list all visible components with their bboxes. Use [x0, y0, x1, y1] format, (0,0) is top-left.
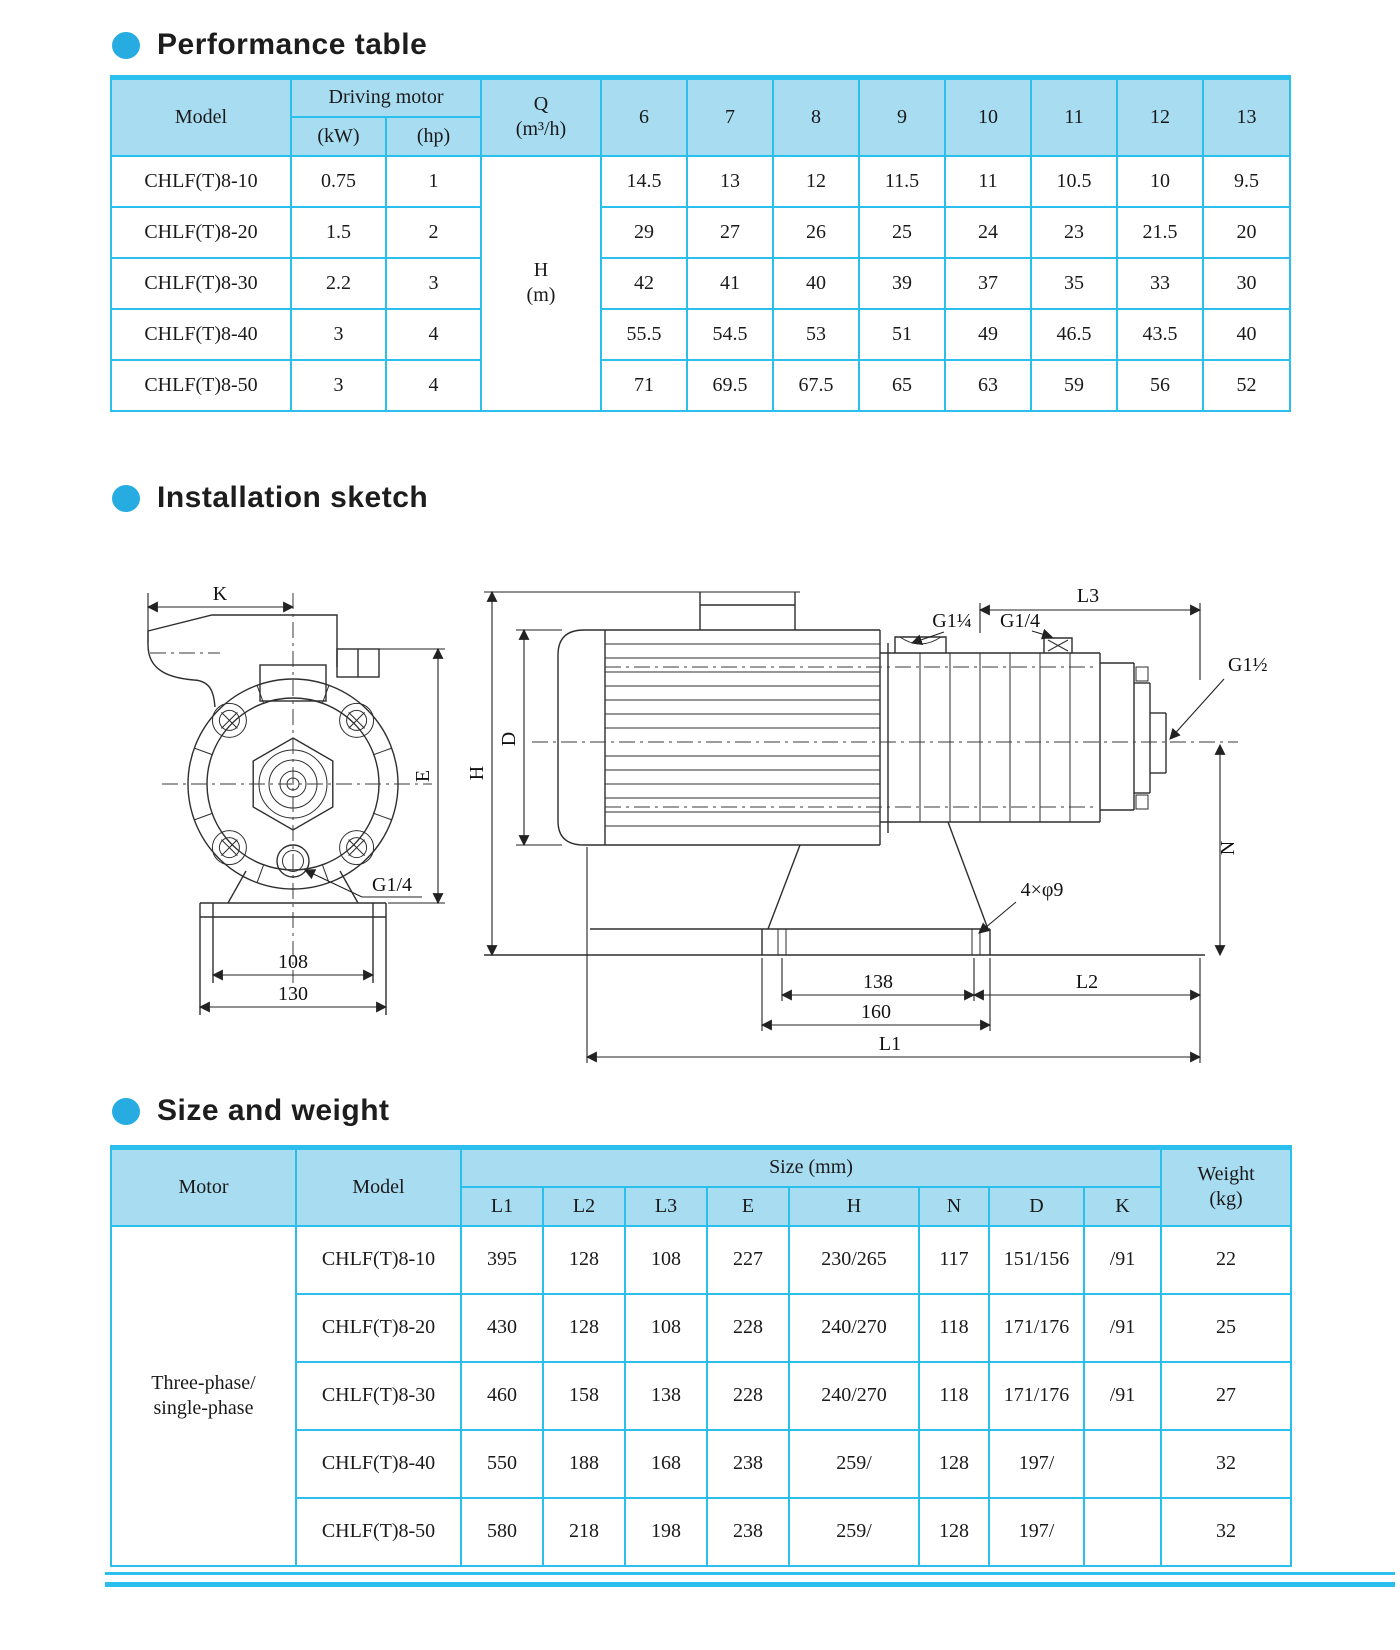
value-cell: 3 [386, 258, 481, 309]
model-cell: CHLF(T)8-20 [296, 1294, 461, 1362]
model-cell: CHLF(T)8-40 [111, 309, 291, 360]
value-cell: 11.5 [859, 156, 945, 207]
installation-title: Installation sketch [157, 481, 429, 514]
weight-cell: 27 [1161, 1362, 1291, 1430]
th-flow-11: 11 [1031, 78, 1117, 156]
th-h: H [789, 1187, 919, 1226]
value-cell: 10 [1117, 156, 1203, 207]
port-label-g1quarter: G1¼ [932, 610, 972, 632]
th-model: Model [111, 78, 291, 156]
dim-label-e: E [412, 769, 434, 783]
value-cell: 580 [461, 1498, 543, 1566]
weight-cell: 25 [1161, 1294, 1291, 1362]
th-motor: Motor [111, 1148, 296, 1226]
value-cell [1084, 1498, 1161, 1566]
value-cell: 1 [386, 156, 481, 207]
th-e: E [707, 1187, 789, 1226]
model-cell: CHLF(T)8-50 [111, 360, 291, 411]
value-cell: 259/ [789, 1498, 919, 1566]
value-cell: 27 [687, 207, 773, 258]
value-cell: 67.5 [773, 360, 859, 411]
th-n: N [919, 1187, 989, 1226]
value-cell: 23 [1031, 207, 1117, 258]
th-model: Model [296, 1148, 461, 1226]
value-cell: 33 [1117, 258, 1203, 309]
value-cell: 171/176 [989, 1294, 1084, 1362]
value-cell: 550 [461, 1430, 543, 1498]
head-unit-cell: H (m) [481, 156, 601, 411]
value-cell: 128 [543, 1226, 625, 1294]
table-row [111, 258, 1290, 309]
value-cell: 65 [859, 360, 945, 411]
performance-title: Performance table [157, 28, 428, 61]
value-cell: 430 [461, 1294, 543, 1362]
value-cell: 198 [625, 1498, 707, 1566]
th-l3: L3 [625, 1187, 707, 1226]
th-flow-6: 6 [601, 78, 687, 156]
value-cell: 51 [859, 309, 945, 360]
dim-label-d: D [498, 731, 520, 747]
th-kw: (kW) [291, 117, 386, 156]
th-flow-13: 13 [1203, 78, 1290, 156]
port-label-g1half: G1½ [1228, 654, 1268, 676]
value-cell: 24 [945, 207, 1031, 258]
dim-label-n: N [1217, 840, 1239, 856]
model-cell: CHLF(T)8-30 [296, 1362, 461, 1430]
th-weight: Weight (kg) [1161, 1148, 1291, 1226]
model-cell: CHLF(T)8-50 [296, 1498, 461, 1566]
value-cell: 4 [386, 309, 481, 360]
pump-stage-lines [920, 653, 1070, 822]
dim-label-h: H [466, 765, 488, 781]
port-label-g14-side: G1/4 [1000, 610, 1040, 632]
value-cell: 40 [1203, 309, 1290, 360]
model-cell: CHLF(T)8-10 [111, 156, 291, 207]
th-flow-8: 8 [773, 78, 859, 156]
value-cell: 49 [945, 309, 1031, 360]
value-cell: 59 [1031, 360, 1117, 411]
value-cell: 26 [773, 207, 859, 258]
value-cell: 118 [919, 1362, 989, 1430]
value-cell: 197/ [989, 1430, 1084, 1498]
value-cell: 168 [625, 1430, 707, 1498]
value-cell: 20 [1203, 207, 1290, 258]
table-row [111, 156, 1290, 207]
installation-section-header [112, 481, 428, 515]
table-row [111, 360, 1290, 411]
value-cell: 117 [919, 1226, 989, 1294]
value-cell: 4 [386, 360, 481, 411]
table-row [111, 1226, 1291, 1294]
value-cell: 188 [543, 1430, 625, 1498]
value-cell: 108 [625, 1294, 707, 1362]
weight-cell: 22 [1161, 1226, 1291, 1294]
value-cell: 69.5 [687, 360, 773, 411]
value-cell: 12 [773, 156, 859, 207]
value-cell: 46.5 [1031, 309, 1117, 360]
value-cell: 11 [945, 156, 1031, 207]
value-cell: 230/265 [789, 1226, 919, 1294]
th-q: Q (m³/h) [481, 78, 601, 156]
th-flow-7: 7 [687, 78, 773, 156]
motor-fins [605, 644, 880, 826]
th-l2: L2 [543, 1187, 625, 1226]
pump-side-view [466, 585, 1267, 1063]
value-cell: 128 [919, 1498, 989, 1566]
value-cell: 128 [543, 1294, 625, 1362]
model-cell: CHLF(T)8-30 [111, 258, 291, 309]
value-cell: 13 [687, 156, 773, 207]
value-cell: 25 [859, 207, 945, 258]
size-weight-title: Size and weight [157, 1094, 390, 1127]
th-k: K [1084, 1187, 1161, 1226]
th-flow-9: 9 [859, 78, 945, 156]
dim-label-130: 130 [278, 983, 308, 1005]
value-cell: 9.5 [1203, 156, 1290, 207]
table-row [111, 1148, 1291, 1187]
table-row [111, 309, 1290, 360]
value-cell: 42 [601, 258, 687, 309]
table-row [111, 207, 1290, 258]
value-cell: 1.5 [291, 207, 386, 258]
value-cell: 395 [461, 1226, 543, 1294]
value-cell: 2 [386, 207, 481, 258]
dim-label-108: 108 [278, 951, 308, 973]
value-cell: 39 [859, 258, 945, 309]
value-cell: 40 [773, 258, 859, 309]
value-cell: 128 [919, 1430, 989, 1498]
value-cell: 55.5 [601, 309, 687, 360]
weight-cell: 32 [1161, 1498, 1291, 1566]
performance-section-header [112, 28, 427, 62]
dim-label-k: K [212, 583, 228, 605]
value-cell: 71 [601, 360, 687, 411]
value-cell: 240/270 [789, 1362, 919, 1430]
value-cell: 259/ [789, 1430, 919, 1498]
th-driving-motor: Driving motor [291, 78, 481, 117]
value-cell: 171/176 [989, 1362, 1084, 1430]
value-cell: 238 [707, 1498, 789, 1566]
model-cell: CHLF(T)8-40 [296, 1430, 461, 1498]
dim-label-l1: L1 [878, 1033, 902, 1055]
value-cell: 41 [687, 258, 773, 309]
th-l1: L1 [461, 1187, 543, 1226]
value-cell: 227 [707, 1226, 789, 1294]
port-label-g14-front: G1/4 [372, 874, 412, 896]
size-weight-section-header [112, 1094, 390, 1128]
value-cell: 3 [291, 309, 386, 360]
value-cell [1084, 1430, 1161, 1498]
th-flow-10: 10 [945, 78, 1031, 156]
value-cell: 37 [945, 258, 1031, 309]
section-bullet-icon [112, 485, 140, 512]
dim-label-l2: L2 [1075, 971, 1099, 993]
value-cell: 218 [543, 1498, 625, 1566]
value-cell: 228 [707, 1294, 789, 1362]
value-cell: 54.5 [687, 309, 773, 360]
value-cell: 197/ [989, 1498, 1084, 1566]
th-d: D [989, 1187, 1084, 1226]
dim-label-138: 138 [863, 971, 893, 993]
performance-table [110, 75, 1291, 412]
value-cell: 53 [773, 309, 859, 360]
section-bullet-icon [112, 32, 140, 59]
value-cell: 158 [543, 1362, 625, 1430]
model-cell: CHLF(T)8-10 [296, 1226, 461, 1294]
value-cell: 460 [461, 1362, 543, 1430]
value-cell: 0.75 [291, 156, 386, 207]
value-cell: 52 [1203, 360, 1290, 411]
footer-rule-thin [105, 1572, 1395, 1575]
table-row [111, 78, 1290, 117]
motor-type-cell: Three-phase/ single-phase [111, 1226, 296, 1566]
th-hp: (hp) [386, 117, 481, 156]
hole-label-4xphi9: 4×φ9 [1020, 879, 1064, 901]
dim-label-160: 160 [861, 1001, 891, 1023]
th-size-mm: Size (mm) [461, 1148, 1161, 1187]
model-cell: CHLF(T)8-20 [111, 207, 291, 258]
value-cell: 35 [1031, 258, 1117, 309]
size-weight-table [110, 1145, 1292, 1567]
th-flow-12: 12 [1117, 78, 1203, 156]
value-cell: 29 [601, 207, 687, 258]
installation-sketch-drawing [100, 545, 1350, 1080]
value-cell: /91 [1084, 1226, 1161, 1294]
section-bullet-icon [112, 1098, 140, 1125]
value-cell: 2.2 [291, 258, 386, 309]
dim-label-l3: L3 [1076, 585, 1100, 607]
value-cell: 10.5 [1031, 156, 1117, 207]
value-cell: 43.5 [1117, 309, 1203, 360]
value-cell: 14.5 [601, 156, 687, 207]
weight-cell: 32 [1161, 1430, 1291, 1498]
value-cell: 63 [945, 360, 1031, 411]
value-cell: /91 [1084, 1362, 1161, 1430]
value-cell: 108 [625, 1226, 707, 1294]
value-cell: 56 [1117, 360, 1203, 411]
value-cell: /91 [1084, 1294, 1161, 1362]
pump-front-view [148, 583, 445, 1015]
value-cell: 238 [707, 1430, 789, 1498]
value-cell: 30 [1203, 258, 1290, 309]
value-cell: 228 [707, 1362, 789, 1430]
value-cell: 118 [919, 1294, 989, 1362]
value-cell: 21.5 [1117, 207, 1203, 258]
value-cell: 3 [291, 360, 386, 411]
value-cell: 151/156 [989, 1226, 1084, 1294]
value-cell: 240/270 [789, 1294, 919, 1362]
footer-rule-thick [105, 1582, 1395, 1587]
value-cell: 138 [625, 1362, 707, 1430]
